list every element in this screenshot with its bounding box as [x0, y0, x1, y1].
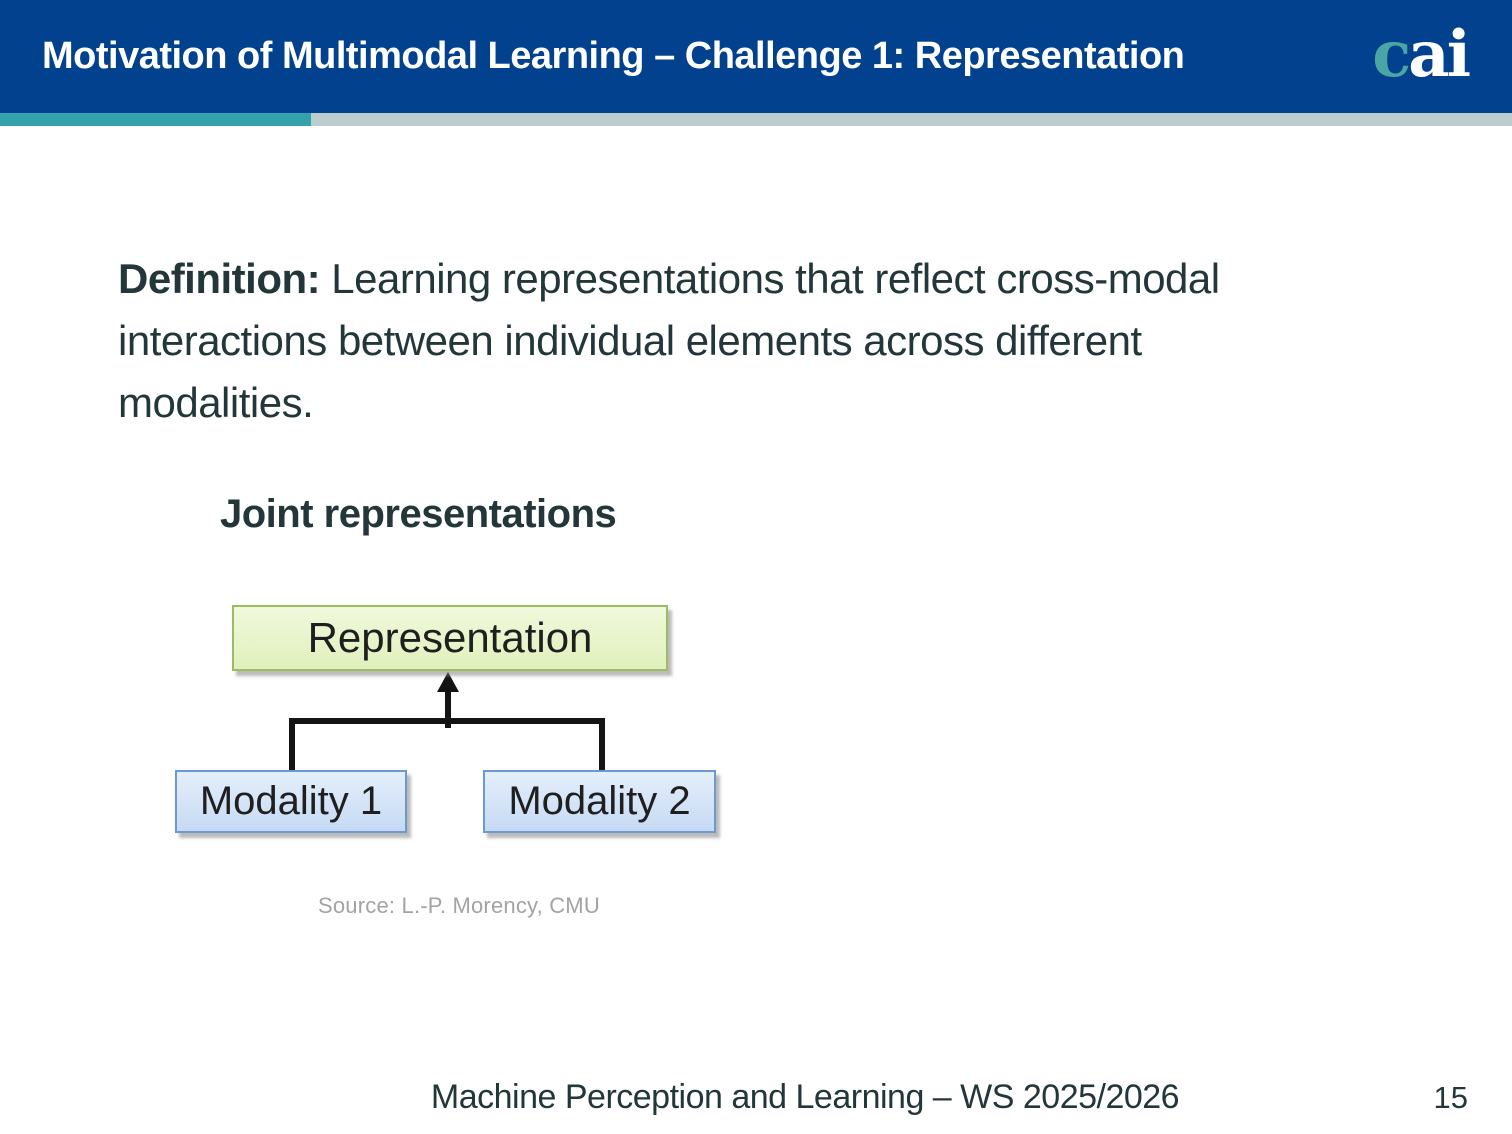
- header-bar: [0, 0, 1512, 113]
- modality-1-box: Modality 1: [175, 770, 407, 833]
- footer-course-title: Machine Perception and Learning – WS 2025/2026: [430, 1078, 1180, 1116]
- progress-bar-track: [0, 113, 1512, 126]
- connector-horizontal-line: [289, 718, 605, 724]
- representation-box: Representation: [232, 605, 668, 671]
- cai-logo: [1372, 16, 1468, 94]
- definition-paragraph: [118, 248, 1438, 434]
- modality-2-box: Modality 2: [483, 770, 716, 833]
- definition-line-1: [118, 248, 1438, 310]
- subheading-joint-representations: Joint representations: [220, 492, 617, 536]
- definition-line-1-text: Learning representations that reflect cross-modal: [331, 255, 1220, 302]
- connector-vertical-left: [289, 718, 295, 771]
- page-number: 15: [1433, 1080, 1468, 1115]
- definition-line-3: modalities.: [118, 379, 314, 426]
- slide-title: Motivation of Multimodal Learning – Challenge 1: Representation: [42, 35, 1185, 77]
- source-credit: Source: L.-P. Morency, CMU: [318, 893, 600, 918]
- definition-line-2: interactions between individual elements across different: [118, 317, 1142, 364]
- cai-logo-c: c: [1372, 17, 1409, 92]
- arrow-shaft: [445, 690, 451, 728]
- definition-label: Definition:: [118, 255, 321, 302]
- arrow-up-icon: [437, 672, 459, 692]
- connector-vertical-right: [599, 718, 605, 771]
- cai-logo-ai: ai: [1408, 17, 1468, 92]
- progress-bar-fill: [0, 113, 311, 126]
